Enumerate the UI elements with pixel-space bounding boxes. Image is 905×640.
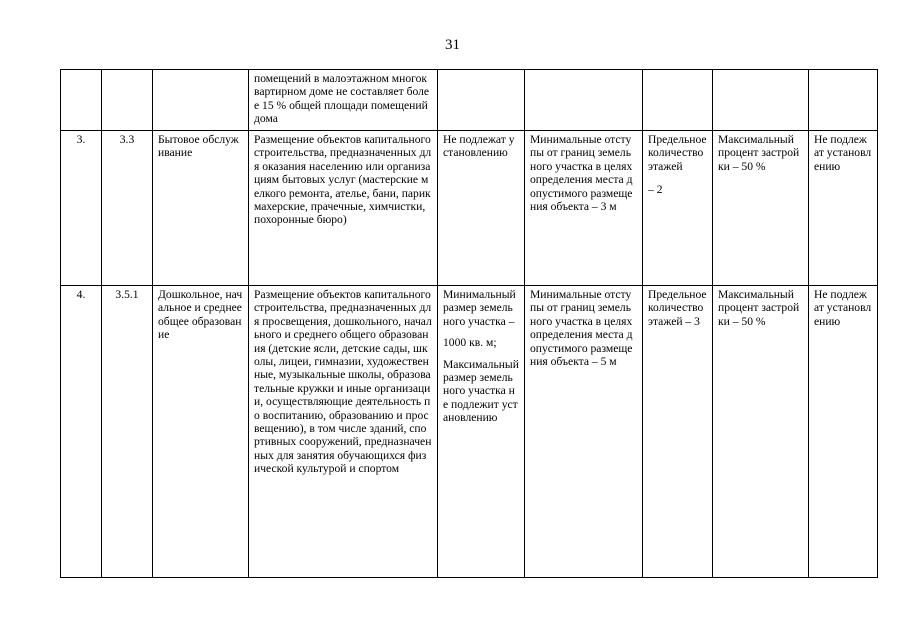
plot-size-cell xyxy=(438,70,525,131)
plot-size-min-value: 1000 кв. м; xyxy=(443,336,497,350)
row-number-cell: 4. xyxy=(61,286,102,578)
floors-text: Предельное количество этажей xyxy=(648,133,707,173)
floors-value: – 2 xyxy=(648,183,663,197)
setbacks-cell: Минимальные отступы от границ земельного участка в целях определения места допустимого размещения объекта – 5 м xyxy=(525,286,643,578)
other-cell xyxy=(809,70,878,131)
other-cell: Не подлежат установлению xyxy=(809,131,878,286)
code-cell: 3.3 xyxy=(102,131,153,286)
setbacks-cell: Минимальные отступы от границ земельного участка в целях определения места допустимого размещения объекта – 3 м xyxy=(525,131,643,286)
coverage-cell xyxy=(713,70,809,131)
code-cell xyxy=(102,70,153,131)
description-cell: Размещение объектов капитального строительства, предназначенных для просвещения, дошкольного, начального и среднего общего образования (детские ясли, детские сады, школы, лицеи, гимназии, художественные, музыкальные школы, образовательные кружки и иные организации, осуществляющие деятельность по воспитанию, образованию и просвещению), в том числе зданий, спортивных сооружений, предназначенных для занятия обучающихся физической культурой и спортом xyxy=(249,286,438,578)
table-row xyxy=(61,70,878,131)
plot-size-max: Максимальный размер земельного участка не подлежит установлению xyxy=(443,357,519,425)
row-number-cell: 3. xyxy=(61,131,102,286)
name-cell: Дошкольное, начальное и среднее общее образование xyxy=(153,286,249,578)
description-cell: помещений в малоэтажном многоквартирном доме не составляет более 15 % общей площади помещений дома xyxy=(249,70,438,131)
plot-size-min-label: Минимальный размер земельного участка – xyxy=(443,288,516,328)
name-cell: Бытовое обслуживание xyxy=(153,131,249,286)
coverage-cell: Максимальный процент застройки – 50 % xyxy=(713,286,809,578)
coverage-cell: Максимальный процент застройки – 50 % xyxy=(713,131,809,286)
other-cell: Не подлежат установлению xyxy=(809,286,878,578)
description-cell: Размещение объектов капитального строительства, предназначенных для оказания населению или организациям бытовых услуг (мастерские мелкого ремонта, ателье, бани, парикмахерские, прачечные, химчистки, похоронные бюро) xyxy=(249,131,438,286)
plot-size-cell xyxy=(438,286,525,578)
table-row xyxy=(61,286,878,578)
page-number: 31 xyxy=(445,37,460,53)
floors-cell: Предельное количество этажей – 3 xyxy=(643,286,713,578)
floors-cell xyxy=(643,131,713,286)
code-cell: 3.5.1 xyxy=(102,286,153,578)
table-row xyxy=(61,131,878,286)
plot-size-cell: Не подлежат установлению xyxy=(438,131,525,286)
floors-cell xyxy=(643,70,713,131)
setbacks-cell xyxy=(525,70,643,131)
regulations-table xyxy=(60,69,878,578)
row-number-cell xyxy=(61,70,102,131)
name-cell xyxy=(153,70,249,131)
